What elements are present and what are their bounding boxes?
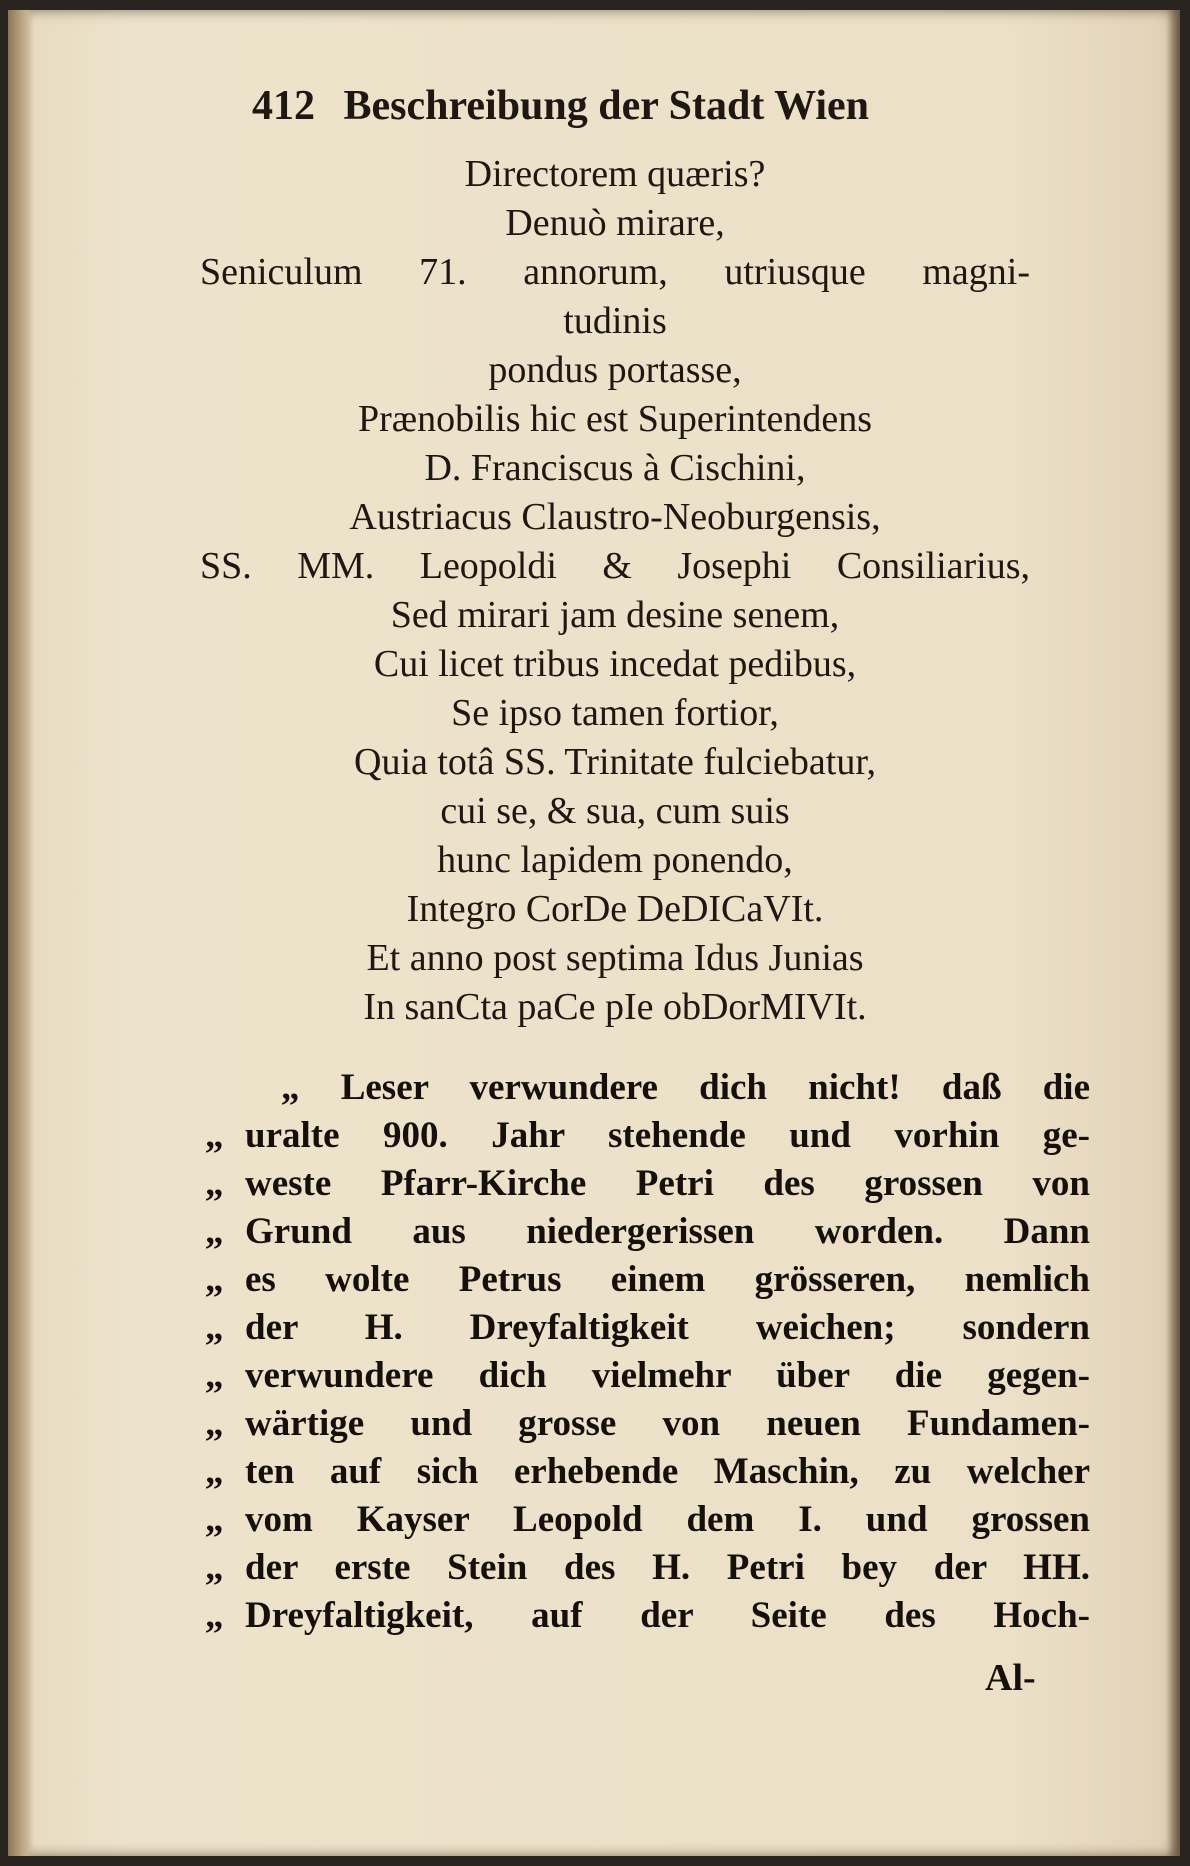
german-line [205, 1256, 1090, 1304]
latin-line: Integro CorDe DeDICaVIt. [406, 888, 824, 930]
german-line [205, 1064, 1090, 1112]
quote-mark [205, 1064, 245, 1112]
page-number: 412 [252, 83, 315, 129]
latin-line: pondus portasse, [488, 349, 742, 391]
german-line [205, 1592, 1090, 1640]
german-line [205, 1400, 1090, 1448]
german-line-text: weste Pfarr-Kirche Petri des grossen von [245, 1163, 1090, 1204]
latin-line: Seniculum 71. annorum, utriusque magni- [200, 251, 1030, 293]
latin-inscription [200, 150, 1030, 1032]
german-line-text: wärtige und grosse von neuen Fundamen- [245, 1403, 1090, 1444]
quote-mark: „ [205, 1163, 224, 1204]
quote-mark: „ [205, 1115, 224, 1156]
latin-line: Denuò mirare, [505, 202, 725, 244]
german-line [205, 1304, 1090, 1352]
quote-mark: „ [205, 1499, 224, 1540]
german-paragraph [205, 1064, 1090, 1640]
running-title: Beschreibung der Stadt Wien [343, 83, 869, 129]
quote-mark: „ [205, 1211, 224, 1252]
german-line [205, 1544, 1090, 1592]
latin-line: D. Franciscus à Cischini, [424, 447, 806, 489]
latin-line: Se ipso tamen fortior, [451, 692, 779, 734]
latin-line: hunc lapidem ponendo, [437, 839, 793, 881]
quote-mark: „ [205, 1259, 224, 1300]
latin-line: Cui licet tribus incedat pedibus, [373, 643, 857, 685]
german-line-text: ten auf sich erhebende Maschin, zu welcher [245, 1451, 1090, 1492]
german-line [205, 1208, 1090, 1256]
quote-mark: „ [205, 1307, 224, 1348]
running-header [252, 82, 992, 130]
german-line [205, 1160, 1090, 1208]
german-line-text: der erste Stein des H. Petri bey der HH. [245, 1547, 1090, 1588]
latin-line: Directorem quæris? [464, 153, 766, 195]
latin-line: Sed mirari jam desine senem, [390, 594, 840, 636]
latin-line: Et anno post septima Idus Junias [366, 937, 864, 979]
latin-line: cui se, & sua, cum suis [440, 790, 790, 832]
quote-mark: „ [205, 1595, 224, 1636]
quote-mark: „ [205, 1547, 224, 1588]
quote-mark: „ [205, 1403, 224, 1444]
latin-line: tudinis [563, 300, 667, 342]
latin-line: In sanCta paCe pIe obDorMIVIt. [363, 986, 867, 1028]
latin-line: Austriacus Claustro-Neoburgensis, [349, 496, 881, 538]
quote-mark: „ [205, 1355, 224, 1396]
german-line-text: vom Kayser Leopold dem I. und grossen [245, 1499, 1090, 1540]
german-line [205, 1448, 1090, 1496]
quote-mark: „ [205, 1451, 224, 1492]
german-line-text: uralte 900. Jahr stehende und vorhin ge- [245, 1115, 1090, 1156]
german-line [205, 1112, 1090, 1160]
german-line-text: verwundere dich vielmehr über die gegen- [245, 1355, 1090, 1396]
latin-line: Quia totâ SS. Trinitate fulciebatur, [354, 741, 876, 783]
german-line [205, 1496, 1090, 1544]
german-line-text: der H. Dreyfaltigkeit weichen; sondern [245, 1307, 1090, 1348]
latin-line: Prænobilis hic est Superintendens [357, 398, 873, 440]
page-gutter [8, 10, 34, 1856]
german-line-text: Grund aus niedergerissen worden. Dann [245, 1211, 1090, 1252]
page-edge [1166, 10, 1180, 1856]
german-line-text: „ Leser verwundere dich nicht! daß die [281, 1067, 1090, 1108]
german-line-text: es wolte Petrus einem grösseren, nemlich [245, 1259, 1090, 1300]
latin-line: SS. MM. Leopoldi & Josephi Consiliarius, [200, 545, 1030, 587]
german-line [205, 1352, 1090, 1400]
german-line-text: Dreyfaltigkeit, auf der Seite des Hoch- [245, 1595, 1090, 1636]
catchword: Al- [985, 1657, 1036, 1699]
